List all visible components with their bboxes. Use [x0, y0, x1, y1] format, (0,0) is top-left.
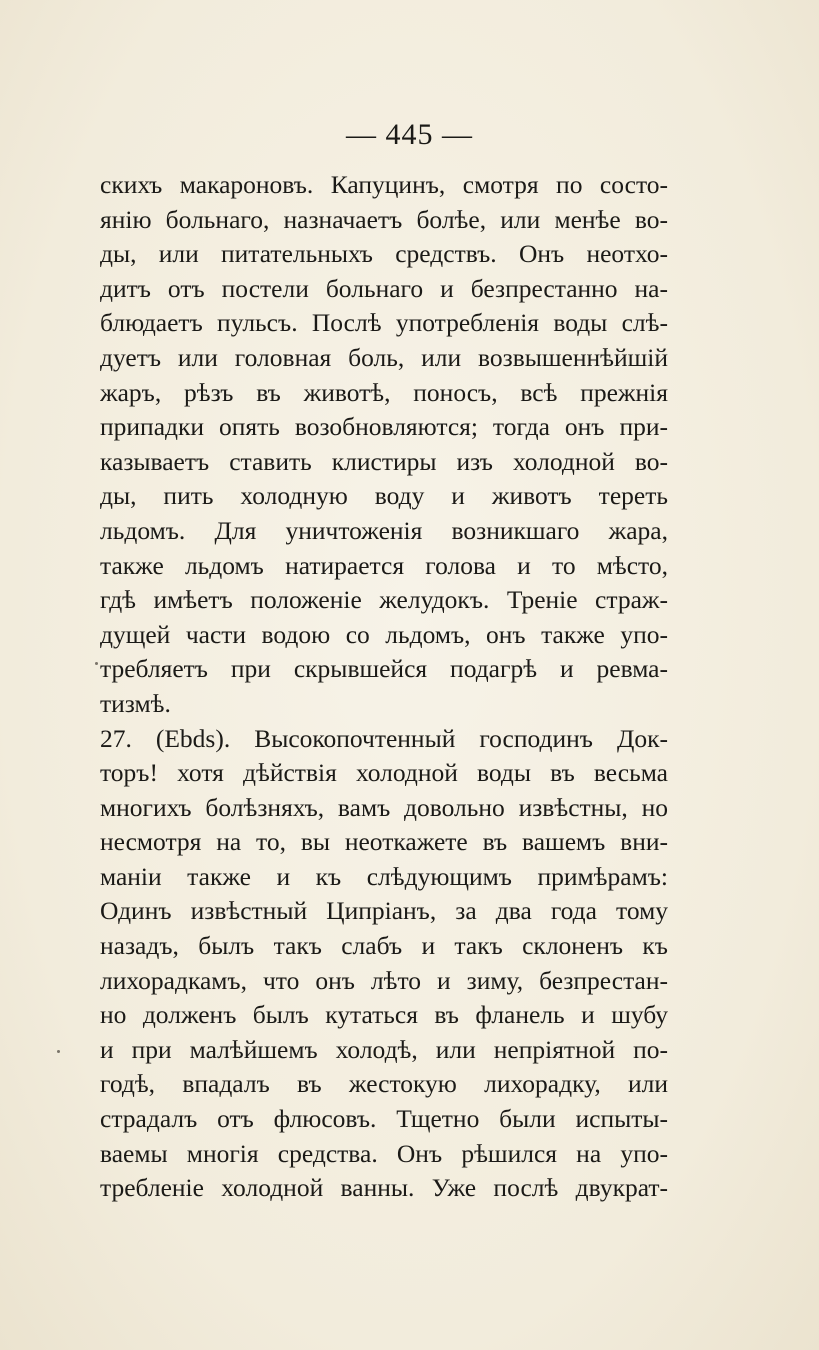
text-line: янію больнаго, назначаетъ болѣе, или менѣе во- [100, 204, 668, 234]
text-line: также льдомъ натирается голова и то мѣсто, [100, 550, 668, 580]
text-line: годѣ, впадалъ въ жестокую лихорадку, или [100, 1069, 668, 1099]
text-line: многихъ болѣзняхъ, вамъ довольно извѣстны, но [100, 792, 668, 822]
page-number: — 445 — [346, 118, 473, 151]
text-line: дитъ отъ постели больнаго и безпрестанно на- [100, 273, 668, 303]
text-line: несмотря на то, вы неоткажете въ вашемъ вни- [100, 827, 668, 857]
text-line: требленіе холодной ванны. Уже послѣ двукрат- [100, 1173, 668, 1203]
text-line: торъ! хотя дѣйствія холодной воды въ весьма [100, 758, 668, 788]
text-line: и при малѣйшемъ холодѣ, или непріятной по- [100, 1034, 668, 1064]
text-line: Одинъ извѣстный Ципріанъ, за два года тому [100, 896, 668, 926]
text-line: назадъ, былъ такъ слабъ и такъ склоненъ къ [100, 931, 668, 961]
text-line: но долженъ былъ кутаться въ фланель и шубу [100, 1000, 668, 1030]
text-line: 27. (Ebds). Высокопочтенный господинъ Док- [100, 723, 668, 753]
text-line: маніи также и къ слѣдующимъ примѣрамъ: [100, 861, 668, 891]
paper-speck [57, 1050, 60, 1053]
text-line: казываетъ ставить клистиры изъ холодной во- [100, 446, 668, 476]
body-text [100, 168, 668, 1206]
text-line: лихорадкамъ, что онъ лѣто и зиму, безпрестан- [100, 965, 668, 995]
text-line: страдалъ отъ флюсовъ. Тщетно были испыты- [100, 1104, 668, 1134]
text-line: ды, или питательныхъ средствъ. Онъ неотхо- [100, 239, 668, 269]
text-line: тизмѣ. [100, 688, 171, 718]
text-line: ваемы многія средства. Онъ рѣшился на упо- [100, 1138, 668, 1168]
text-line: жаръ, рѣзъ въ животѣ, поносъ, всѣ прежнія [100, 377, 668, 407]
text-line: скихъ макароновъ. Капуцинъ, смотря по состо- [100, 170, 668, 199]
text-line: ды, пить холодную воду и животъ тереть [100, 481, 668, 511]
text-line: требляетъ при скрывшейся подагрѣ и ревма- [100, 654, 668, 684]
text-line: блюдаетъ пульсъ. Послѣ употребленія воды слѣ- [100, 308, 668, 338]
paper-speck [95, 662, 98, 665]
text-line: дуетъ или головная боль, или возвышеннѣйшій [100, 342, 668, 372]
text-line: льдомъ. Для уничтоженія возникшаго жара, [100, 515, 668, 545]
text-line: припадки опять возобновляются; тогда онъ при- [100, 412, 668, 442]
text-line: дущей части водою со льдомъ, онъ также упо- [100, 619, 668, 649]
text-line: гдѣ имѣетъ положеніе желудокъ. Треніе страж- [100, 585, 668, 615]
